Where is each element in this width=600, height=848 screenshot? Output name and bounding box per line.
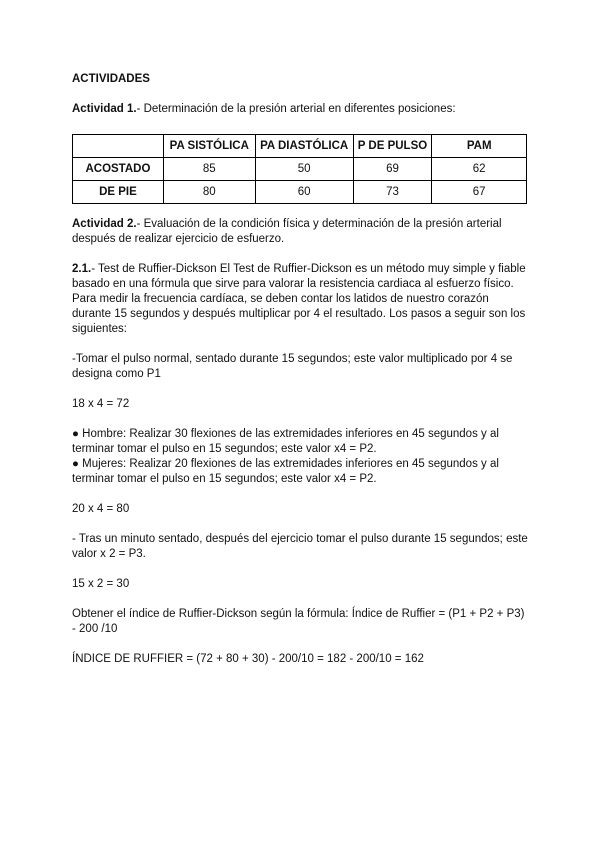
calculation-3: 15 x 2 = 30 <box>72 578 130 590</box>
blood-pressure-table <box>72 134 527 204</box>
activity-2 <box>72 217 528 247</box>
table-cell: 67 <box>432 181 527 204</box>
calculation-2: 20 x 4 = 80 <box>72 503 130 515</box>
table-cell: 60 <box>255 181 353 204</box>
step-1-text: -Tomar el pulso normal, sentado durante 15 segundos; este valor multiplicado por 4 se designa como P1 <box>72 353 513 380</box>
table-cell: 80 <box>163 181 255 204</box>
table-cell: 69 <box>353 158 432 181</box>
result-text: ÍNDICE DE RUFFIER = (72 + 80 + 30) - 200/10 = 182 - 200/10 = 162 <box>72 653 424 665</box>
table-cell: 62 <box>432 158 527 181</box>
activity-1-label: Actividad 1. <box>72 103 137 115</box>
step-3-text: - Tras un minuto sentado, después del ejercicio tomar el pulso durante 15 segundos; este valor x 2 = P3. <box>72 533 528 560</box>
activity-2-text: - Evaluación de la condición física y determinación de la presión arterial después de realizar ejercicio de esfuerzo. <box>72 218 502 245</box>
table-row <box>73 158 527 181</box>
table-cell: 85 <box>163 158 255 181</box>
section-2-1 <box>72 262 528 337</box>
table-header-cell: PAM <box>432 135 527 158</box>
bullet-men: ● Hombre: Realizar 30 flexiones de las extremidades inferiores en 45 segundos y al terminar tomar el pulso en 15 segundos; este valor x4 = P2. <box>72 428 499 455</box>
table-header-cell <box>73 135 164 158</box>
table-header-row <box>73 135 527 158</box>
activity-1 <box>72 102 528 117</box>
section-2-1-text: - Test de Ruffier-Dickson El Test de Ruffier-Dickson es un método muy simple y fiable basado en una fórmula que sirve para valorar la resistencia cardiaca al esfuerzo físico. Para medir la frecuencia cardíaca, se deben contar los latidos de nuestro corazón durante 15 segundos y después multiplicar por 4 el resultado. Los pasos a seguir son los siguientes: <box>72 263 526 335</box>
heading: ACTIVIDADES <box>72 73 150 85</box>
calculation-1: 18 x 4 = 72 <box>72 398 130 410</box>
row-label: DE PIE <box>73 181 164 204</box>
formula-text: Obtener el índice de Ruffier-Dickson según la fórmula: Índice de Ruffier = (P1 + P2 + P3) - 200 /10 <box>72 608 525 635</box>
table-cell: 50 <box>255 158 353 181</box>
table-header-cell: PA SISTÓLICA <box>163 135 255 158</box>
table-header-cell: PA DIASTÓLICA <box>255 135 353 158</box>
table-cell: 73 <box>353 181 432 204</box>
activity-2-label: Actividad 2. <box>72 218 137 230</box>
activity-1-text: - Determinación de la presión arterial en diferentes posiciones: <box>136 103 456 115</box>
table-header-cell: P DE PULSO <box>353 135 432 158</box>
bullet-women: ● Mujeres: Realizar 20 flexiones de las extremidades inferiores en 45 segundos y al terminar tomar el pulso en 15 segundos; este valor x4 = P2. <box>72 458 499 485</box>
section-2-1-label: 2.1. <box>72 263 92 275</box>
document-page <box>72 72 528 667</box>
row-label: ACOSTADO <box>73 158 164 181</box>
table-row <box>73 181 527 204</box>
